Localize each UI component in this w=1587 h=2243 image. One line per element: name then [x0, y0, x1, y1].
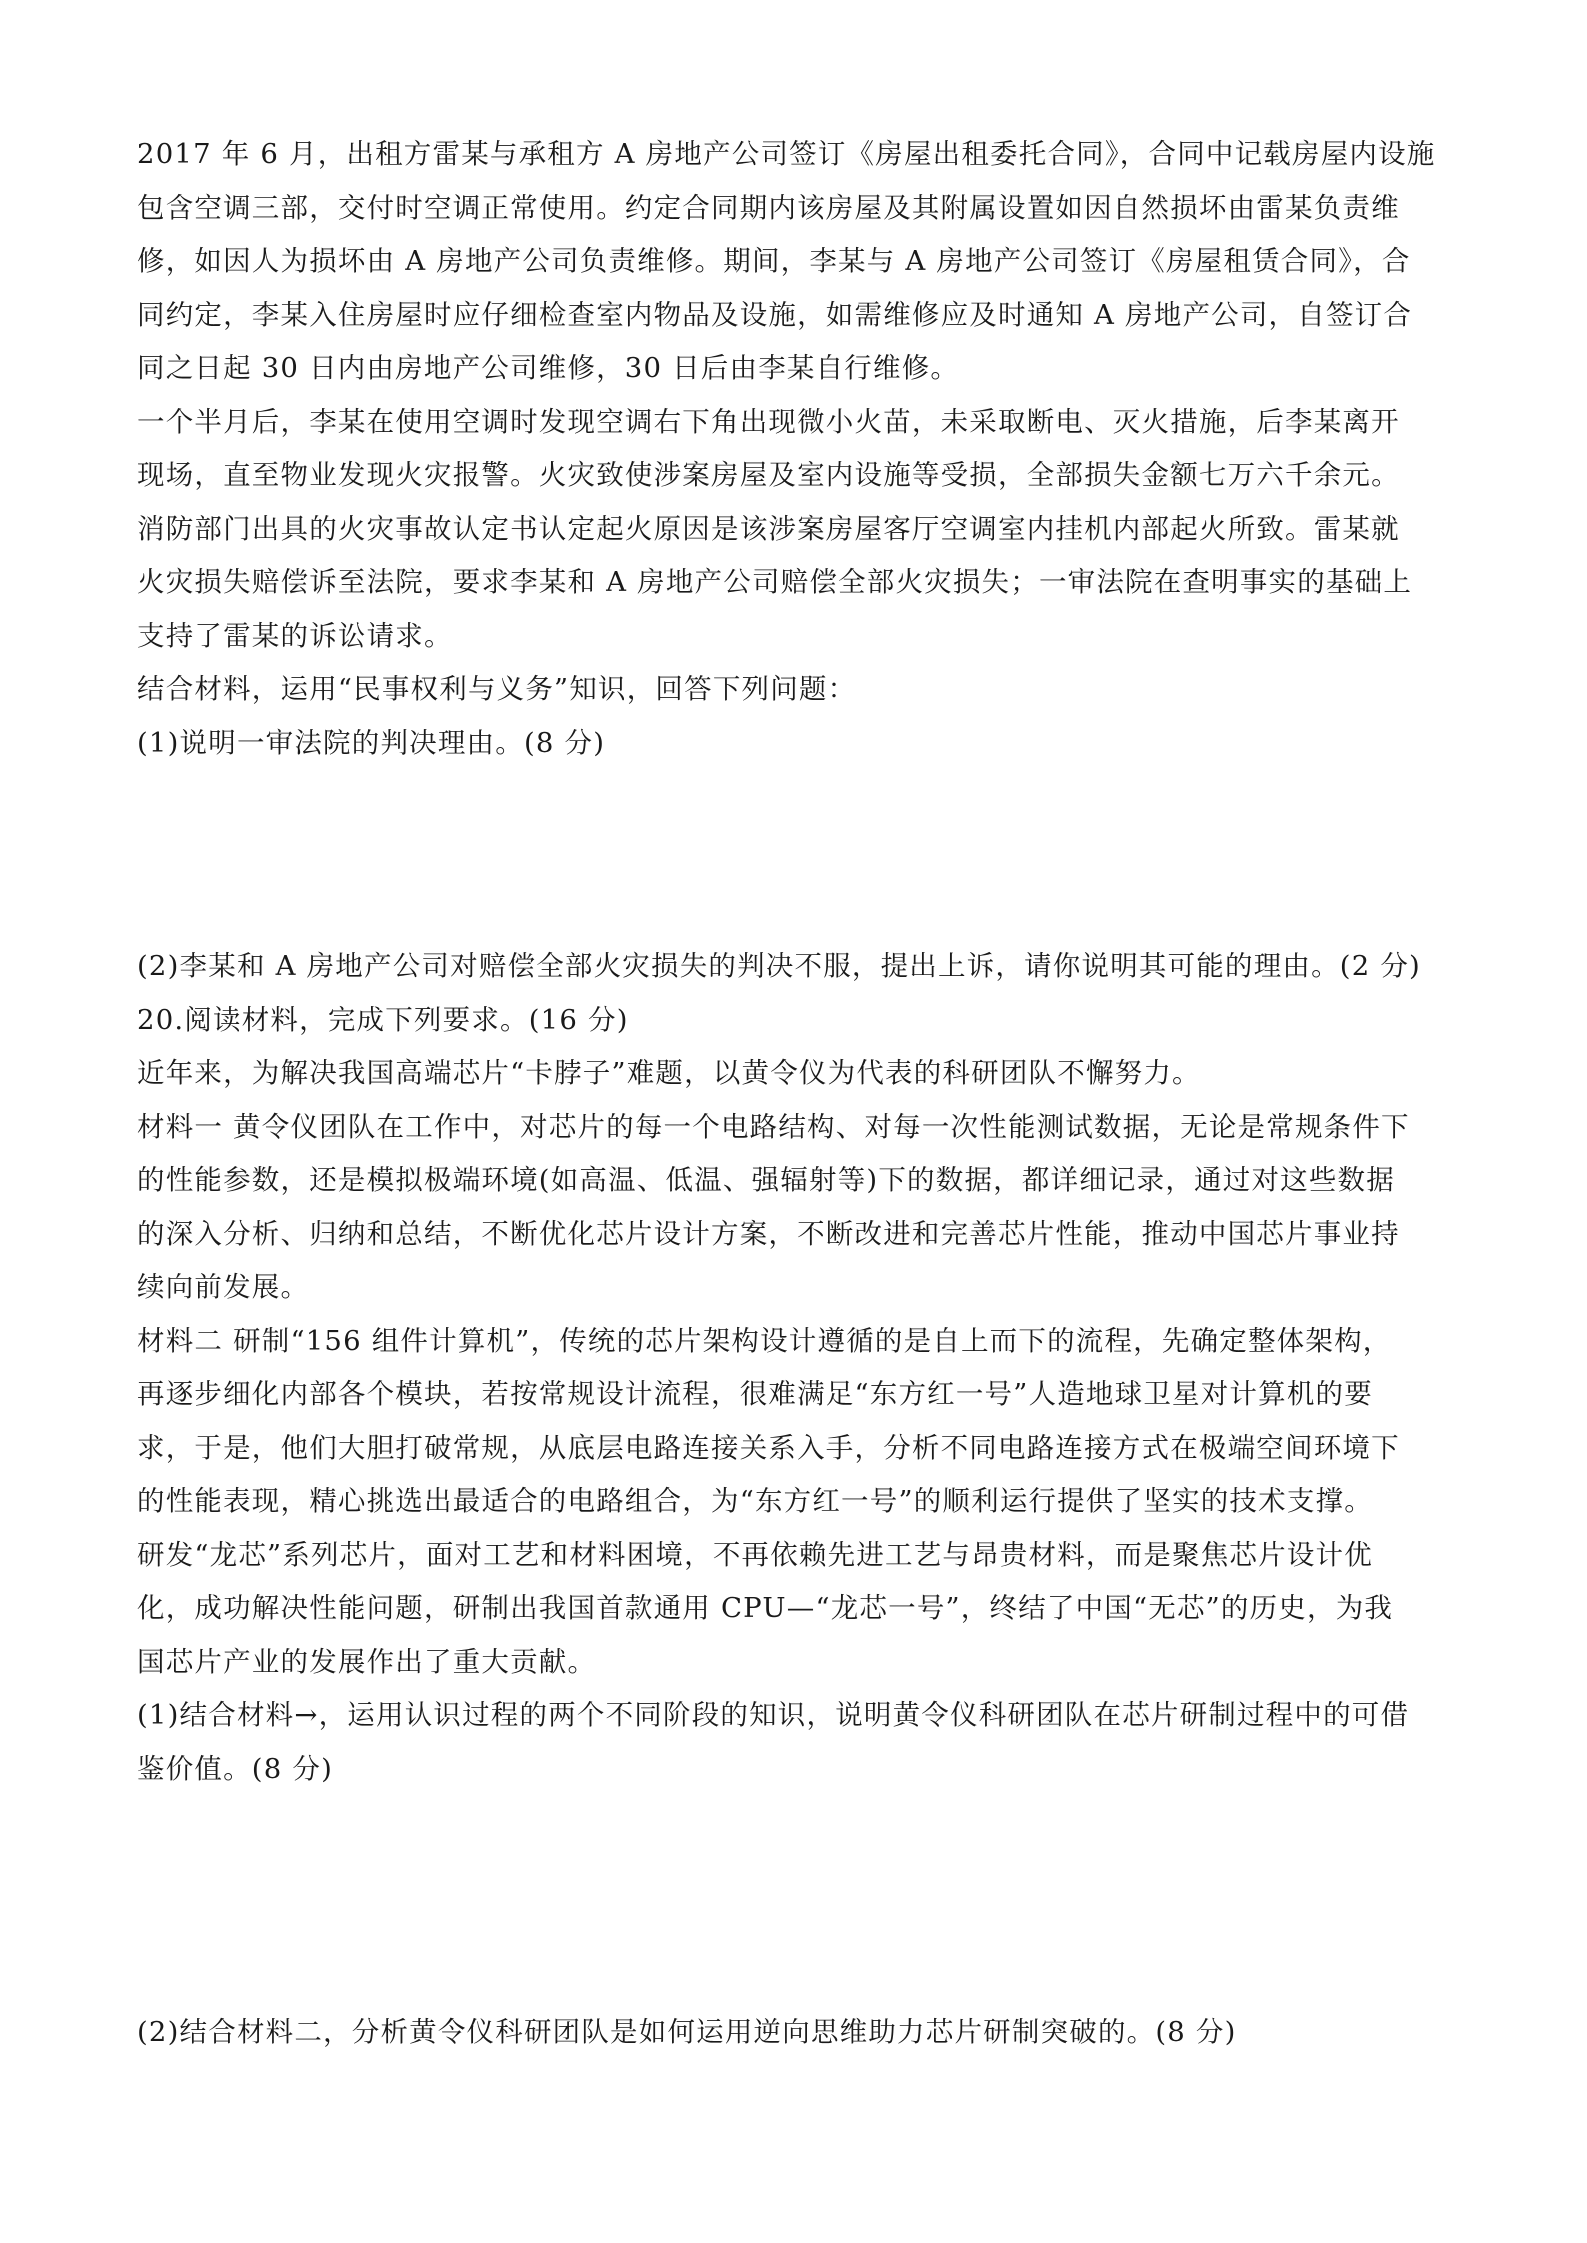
text-line: 国芯片产业的发展作出了重大贡献。	[137, 1645, 597, 1678]
material-2	[137, 1315, 1457, 1690]
text-line: 火灾损失赔偿诉至法院，要求李某和 A 房地产公司赔偿全部火灾损失；一审法院在查明事实的基础上	[137, 566, 1413, 598]
text-line: 再逐步细化内部各个模块，若按常规设计流程，很难满足“东方红一号”人造地球卫星对计算机的要	[137, 1378, 1373, 1410]
text-line: 求，于是，他们大胆打破常规，从底层电路连接关系入手，分析不同电路连接方式在极端空间环境下	[137, 1431, 1400, 1464]
text-line: 化，成功解决性能问题，研制出我国首款通用 CPU—“龙芯一号”，终结了中国“无芯”的历史，为我	[137, 1592, 1394, 1624]
page-content	[137, 128, 1457, 2060]
text-line: (1)结合材料→，运用认识过程的两个不同阶段的知识，说明黄令仪科研团队在芯片研制过程中的可借	[137, 1699, 1410, 1731]
text-line: 消防部门出具的火灾事故认定书认定起火原因是该涉案房屋客厅空调室内挂机内部起火所致。雷某就	[137, 512, 1400, 545]
case-question-2: (2)李某和 A 房地产公司对赔偿全部火灾损失的判决不服，提出上诉，请你说明其可能的理由。(2 分)	[137, 950, 1421, 982]
text-line: 2017 年 6 月，出租方雷某与承租方 A 房地产公司签订《房屋出租委托合同》，合同中记载房屋内设施	[137, 138, 1436, 170]
text-line: 包含空调三部，交付时空调正常使用。约定合同期内该房屋及其附属设置如因自然损坏由雷某负责维	[137, 191, 1400, 224]
answer-space	[137, 770, 1457, 940]
text-line: 材料一 黄令仪团队在工作中，对芯片的每一个电路结构、对每一次性能测试数据，无论是常规条件下	[137, 1110, 1410, 1143]
text-line: 的深入分析、归纳和总结，不断优化芯片设计方案，不断改进和完善芯片性能，推动中国芯片事业持	[137, 1217, 1400, 1250]
case-paragraph-1	[137, 128, 1457, 396]
text-line: 的性能表现，精心挑选出最适合的电路组合，为“东方红一号”的顺利运行提供了坚实的技术支撑。	[137, 1485, 1373, 1517]
text-line: 的性能参数，还是模拟极端环境(如高温、低温、强辐射等)下的数据，都详细记录，通过对这些数据	[137, 1164, 1395, 1196]
question-20-sub-2: (2)结合材料二，分析黄令仪科研团队是如何运用逆向思维助力芯片研制突破的。(8 分)	[137, 2016, 1237, 2048]
text-line: 同之日起 30 日内由房地产公司维修，30 日后由李某自行维修。	[137, 352, 960, 384]
material-1	[137, 1101, 1457, 1315]
question-20-sub-1	[137, 1689, 1457, 1796]
answer-space	[137, 1796, 1457, 2006]
text-line: 一个半月后，李某在使用空调时发现空调右下角出现微小火苗，未采取断电、灭火措施，后李某离开	[137, 405, 1400, 438]
text-line: 同约定，李某入住房屋时应仔细检查室内物品及设施，如需维修应及时通知 A 房地产公司，自签订合	[137, 298, 1413, 331]
text-line: 现场，直至物业发现火灾报警。火灾致使涉案房屋及室内设施等受损，全部损失金额七万六千余元。	[137, 459, 1400, 491]
text-line: 续向前发展。	[137, 1271, 310, 1303]
case-instruction: 结合材料，运用“民事权利与义务”知识，回答下列问题：	[137, 673, 857, 705]
case-question-1: (1)说明一审法院的判决理由。(8 分)	[137, 726, 606, 759]
question-20-heading: 20.阅读材料，完成下列要求。(16 分)	[137, 1003, 629, 1036]
text-line: 支持了雷某的诉讼请求。	[137, 619, 453, 652]
question-20-intro: 近年来，为解决我国高端芯片“卡脖子”难题，以黄令仪为代表的科研团队不懈努力。	[137, 1057, 1201, 1089]
text-line: 修，如因人为损坏由 A 房地产公司负责维修。期间，李某与 A 房地产公司签订《房屋租赁合同》，合	[137, 245, 1411, 277]
text-line: 材料二 研制“156 组件计算机”，传统的芯片架构设计遵循的是自上而下的流程，先确定整体架构，	[137, 1324, 1392, 1357]
case-paragraph-2	[137, 396, 1457, 664]
text-line: 鉴价值。(8 分)	[137, 1752, 333, 1785]
text-line: 研发“龙芯”系列芯片，面对工艺和材料困境，不再依赖先进工艺与昂贵材料，而是聚焦芯片设计优	[137, 1538, 1373, 1571]
